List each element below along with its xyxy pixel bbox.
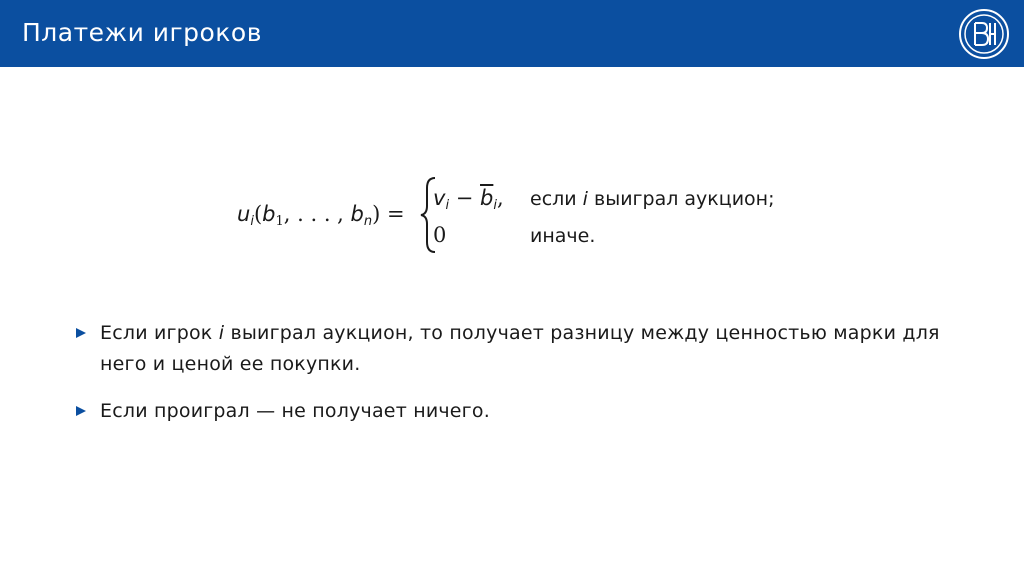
triangle-bullet-icon xyxy=(76,328,86,338)
bullet-item: Если игрок i выиграл аукцион, то получает разницу между ценностью марки для него и ценой ее покупки. xyxy=(76,318,976,380)
hse-logo-icon xyxy=(958,8,1010,60)
bullet-list xyxy=(76,318,976,443)
bullet-item: Если проиграл — не получает ничего. xyxy=(76,396,976,427)
payoff-formula xyxy=(237,172,837,262)
slide-title: Платежи игроков xyxy=(22,18,262,47)
formula-lhs: $u_i(b_1$, . . . , $b_n$) = xyxy=(237,202,405,229)
slide-header xyxy=(0,0,1024,67)
triangle-bullet-icon xyxy=(76,406,86,416)
formula-condition-lose: иначе. xyxy=(530,225,596,247)
formula-condition-win: если i выиграл аукцион; xyxy=(530,188,775,210)
formula-case-lose: 0 xyxy=(433,223,447,247)
formula-case-win: $v_i - \overline{b}_i$, xyxy=(433,186,504,213)
